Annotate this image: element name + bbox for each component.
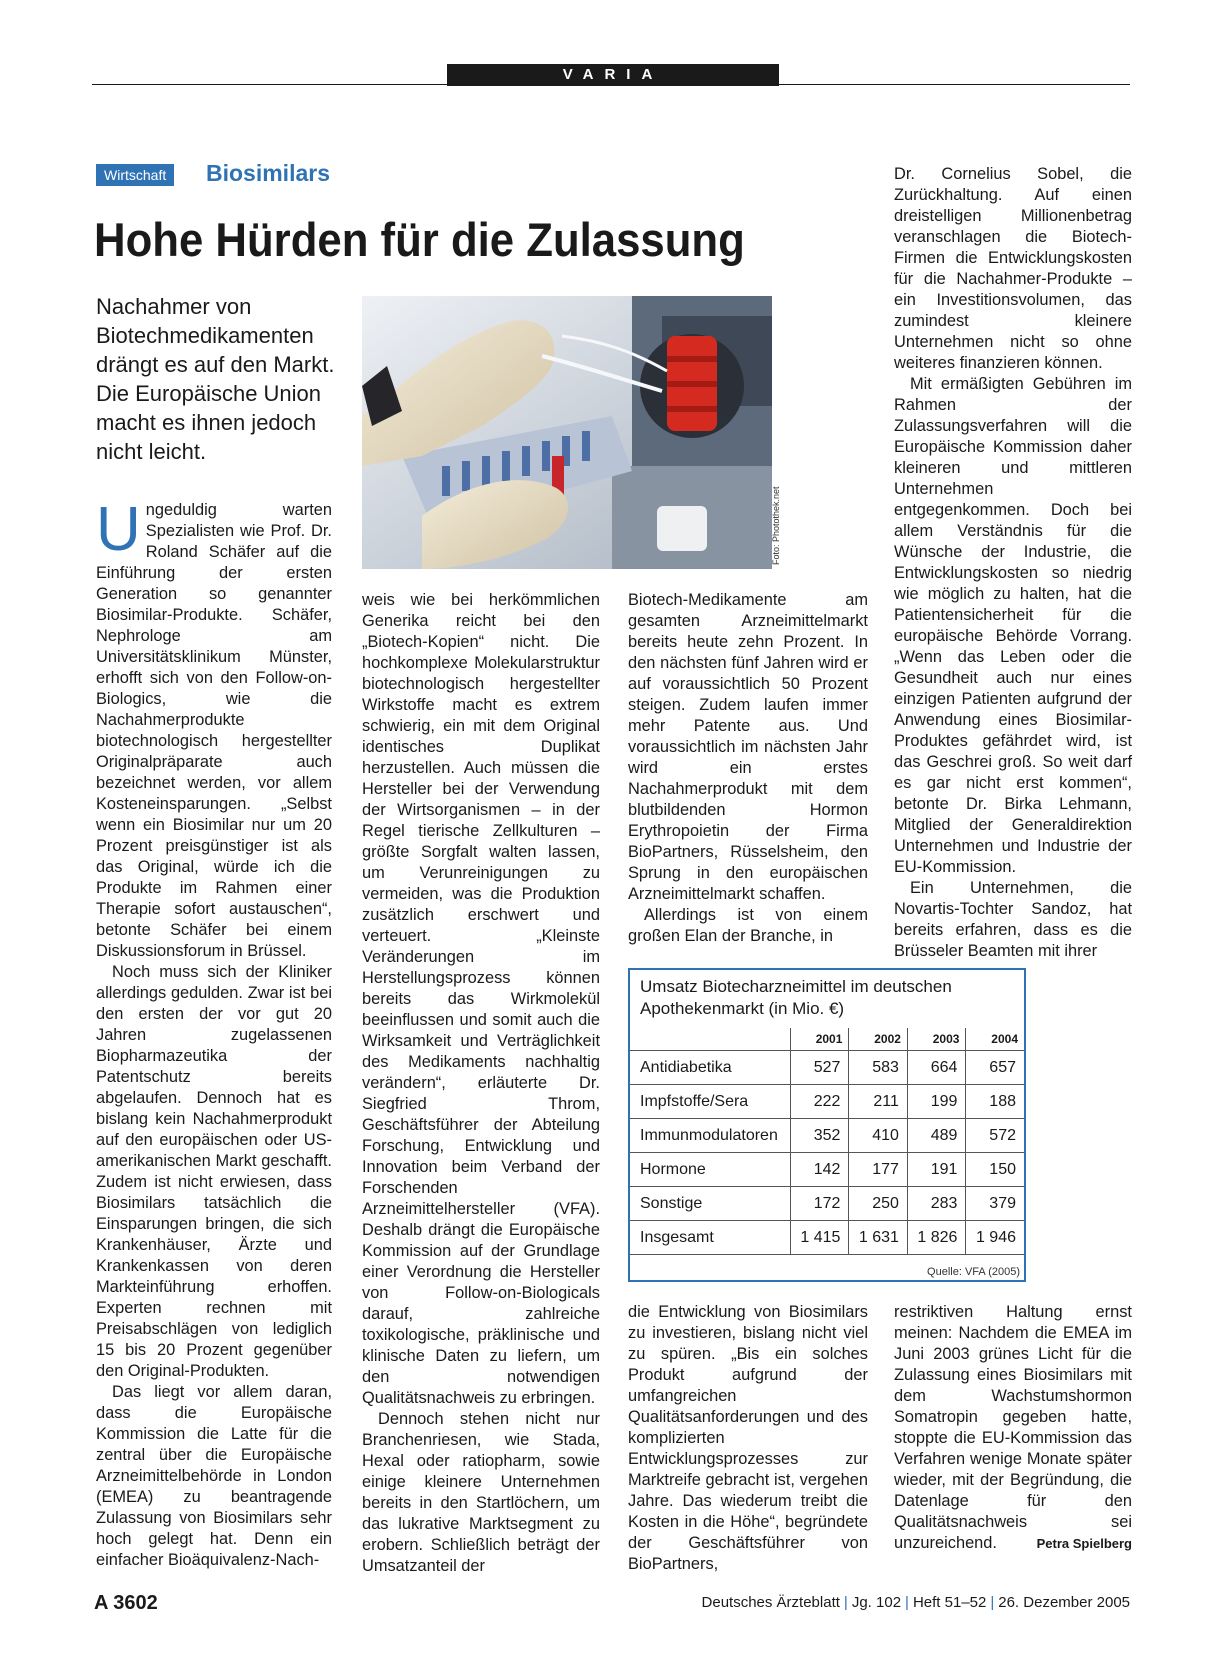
- table-row: [630, 1153, 1024, 1187]
- paragraph: Mit ermäßigten Gebühren im Rahmen der Zulassungsverfahren will die Europäische Kommission daher kleineren und mittleren Unternehmen entgegenkommen. Doch bei allem Verständnis für die Wünsche der Industrie, die Entwicklungskosten so niedrig wie möglich zu halten, hat die Patientensicherheit für die europäische Behörde Vorrang. „Wenn das Leben oder die Gesundheit auch nur eines einzigen Patienten aufgrund der Anwendung eines Biosimilar-Produktes gefährdet wird, ist das Geschrei groß. So weit darf es gar nicht erst kommen“, betonte Dr. Birka Lehmann, Mitglied der Generaldirektion Unternehmen und Industrie der EU-Kommission.: [894, 375, 1132, 876]
- paragraph: Allerdings ist von einem großen Elan der Branche, in: [628, 906, 868, 945]
- table-row: [630, 1085, 1024, 1119]
- year-header: 2001: [790, 1028, 849, 1051]
- separator: |: [843, 1594, 848, 1611]
- headline: Hohe Hürden für die Zulassung: [94, 213, 745, 266]
- journal-volume: Jg. 102: [851, 1594, 902, 1611]
- table-cell: 199: [907, 1085, 966, 1119]
- article-column-3: [628, 590, 868, 947]
- table-cell: 1 946: [966, 1221, 1024, 1255]
- rubric-label: Wirtschaft: [96, 164, 174, 186]
- separator: |: [905, 1594, 909, 1611]
- paragraph: Dennoch stehen nicht nur Branchenriesen, wie Stada, Hexal oder ratiopharm, sowie einige kleinere Unternehmen bereits in den Startlöchern, um das lukrative Marktsegment zu erobern. Schließlich beträgt der Umsatzanteil der: [362, 1410, 600, 1575]
- table-corner: [630, 1028, 790, 1051]
- paragraph: Ein Unternehmen, die Novartis-Tochter Sandoz, hat bereits erfahren, dass es die Brüsseler Beamten mit ihrer: [894, 879, 1132, 960]
- journal-date: 26. Dezember 2005: [998, 1594, 1130, 1611]
- sales-table: [630, 1028, 1024, 1255]
- row-label: Insgesamt: [630, 1221, 790, 1255]
- table-cell: 211: [849, 1085, 908, 1119]
- article-column-3-continued: [628, 1302, 868, 1575]
- row-label: Immunmodulatoren: [630, 1119, 790, 1153]
- row-label: Sonstige: [630, 1187, 790, 1221]
- rubric-topic: Biosimilars: [206, 160, 330, 186]
- paragraph: [894, 1302, 1132, 1554]
- paragraph: Noch muss sich der Kliniker allerdings gedulden. Zwar ist bei den ersten der vor gut 20 Jahren zugelassenen Biopharmazeutika der Patentschutz bereits abgelaufen. Dennoch hat es bislang kein Nachahmerprodukt auf den europäischen oder US-amerikanischen Markt geschafft. Zudem ist nicht erwiesen, dass Biosimilars tatsächlich die Einsparungen bringen, die sich Krankenhäuser, Ärzte und Krankenkassen von deren Markteinführung erhoffen. Experten rechnen mit Preisabschlägen von lediglich 15 bis 20 Prozent gegenüber den Original-Produkten.: [96, 963, 332, 1380]
- paragraph: die Entwicklung von Biosimilars zu investieren, bislang nicht viel zu spüren. „Bis ein solches Produkt aufgrund der umfangreichen Qualitätsanforderungen und des komplizierten Entwicklungsprozesses zur Marktreife gebracht ist, vergehen Jahre. Das wiederum treibt die Kosten in die Höhe“, begründete der Geschäftsführer von BioPartners,: [628, 1303, 868, 1573]
- year-header: 2004: [966, 1028, 1024, 1051]
- row-label: Antidiabetika: [630, 1051, 790, 1085]
- table-cell: 489: [907, 1119, 966, 1153]
- table-cell: 1 415: [790, 1221, 849, 1255]
- article-column-4-continued: [894, 1302, 1132, 1554]
- photo-credit: Foto: Photothek.net: [771, 486, 781, 565]
- table-cell: 142: [790, 1153, 849, 1187]
- paragraph-text: restriktiven Haltung ernst meinen: Nachdem die EMEA im Juni 2003 grünes Licht für die Zulassung eines Biosimilars mit dem Wachstumshormon Somatropin gegeben hatte, stoppte die EU-Kommission das Verfahren wenige Monate später wieder, mit der Begründung, die Datenlage für den Qualitätsnachweis sei unzureichend.: [894, 1303, 1132, 1552]
- paragraph: Biotech-Medikamente am gesamten Arzneimittelmarkt bereits heute zehn Prozent. In den nächsten fünf Jahren wird er auf voraussichtlich 50 Prozent steigen. Zudem laufen immer mehr Patente aus. Und voraussichtlich im nächsten Jahr wird ein erstes Nachahmerprodukt mit dem blutbildenden Hormon Erythropoietin der Firma BioPartners, Rüsselsheim, den Sprung in den europäischen Arzneimittelmarkt schaffen.: [628, 591, 868, 903]
- table-cell: 527: [790, 1051, 849, 1085]
- table-row-total: [630, 1221, 1024, 1255]
- table-source: Quelle: VFA (2005): [927, 1266, 1020, 1278]
- paragraph: [96, 495, 332, 962]
- table-title: Umsatz Biotecharzneimittel im deutschen Apothekenmarkt (in Mio. €): [640, 977, 952, 1018]
- page-number: A 3602: [94, 1592, 158, 1614]
- row-label: Hormone: [630, 1153, 790, 1187]
- table-cell: 379: [966, 1187, 1024, 1221]
- lab-photo-illustration: [362, 296, 772, 569]
- article-column-4: [894, 164, 1132, 962]
- table-cell: 283: [907, 1187, 966, 1221]
- table-cell: 191: [907, 1153, 966, 1187]
- lead-text: Nachahmer von Biotechmedikamenten drängt es auf den Markt. Die Europäische Union macht es ihnen jedoch nicht leicht.: [96, 294, 335, 464]
- table-cell: 172: [790, 1187, 849, 1221]
- journal-issue: Heft 51–52: [912, 1594, 987, 1611]
- table-row: [630, 1119, 1024, 1153]
- table-cell: 1 826: [907, 1221, 966, 1255]
- year-header: 2003: [907, 1028, 966, 1051]
- table-cell: 583: [849, 1051, 908, 1085]
- journal-name: Deutsches Ärzteblatt: [701, 1594, 840, 1611]
- table-cell: 664: [907, 1051, 966, 1085]
- table-cell: 352: [790, 1119, 849, 1153]
- paragraph: Dr. Cornelius Sobel, die Zurückhaltung. Auf einen dreistelligen Millionenbetrag veranschlagen die Biotech-Firmen die Entwicklungskosten für die Nachahmer-Produkte – ein Investitionsvolumen, das zumindest kleinere Unternehmen nicht so ohne weiteres finanzieren können.: [894, 165, 1132, 372]
- table-cell: 222: [790, 1085, 849, 1119]
- journal-footer: [690, 1594, 1130, 1611]
- table-cell: 150: [966, 1153, 1024, 1187]
- table-cell: 410: [849, 1119, 908, 1153]
- table-cell: 188: [966, 1085, 1024, 1119]
- row-label: Impfstoffe/Sera: [630, 1085, 790, 1119]
- sales-table-box: [628, 968, 1026, 1282]
- table-row: [630, 1051, 1024, 1085]
- article-photo: [362, 296, 772, 569]
- year-header: 2002: [849, 1028, 908, 1051]
- table-cell: 657: [966, 1051, 1024, 1085]
- table-cell: 1 631: [849, 1221, 908, 1255]
- paragraph-text: ngeduldig warten Spezialisten wie Prof. Dr. Roland Schäfer auf die Einführung der ersten Generation so genannter Biosimilar-Produkte. Schäfer, Nephrologe am Universitätsklinikum Münster, erhofft sich von den Follow-on-Biologics, wie die Nachahmerprodukte biotechnologisch hergestellter Originalpräparate auch bezeichnet werden, vor allem Kosteneinsparungen. „Selbst wenn ein Biosimilar nur um 20 Prozent preisgünstiger ist als das Original, würde ich die Produkte im Rahmen einer Therapie sofort austauschen“, betonte Schäfer bei einem Diskussionsforum in Brüssel.: [96, 501, 332, 960]
- table-cell: 177: [849, 1153, 908, 1187]
- paragraph: Das liegt vor allem daran, dass die Europäische Kommission die Latte für die zentral über die Europäische Arzneimittelbehörde in London (EMEA) zu beantragende Zulassung von Biosimilars sehr hoch gelegt hat. Denn ein einfacher Bioäquivalenz-Nach-: [96, 1383, 332, 1569]
- drop-cap: U: [96, 495, 141, 564]
- separator: |: [990, 1594, 995, 1611]
- article-column-1: [96, 495, 332, 1571]
- author-byline: Petra Spielberg: [1036, 1536, 1132, 1551]
- table-cell: 250: [849, 1187, 908, 1221]
- table-row: [630, 1187, 1024, 1221]
- table-cell: 572: [966, 1119, 1024, 1153]
- table-header-row: [630, 1028, 1024, 1051]
- section-header: VARIA: [447, 64, 779, 86]
- article-column-2: [362, 590, 600, 1577]
- paragraph: weis wie bei herkömmlichen Generika reicht bei den „Biotech-Kopien“ nicht. Die hochkomplexe Molekularstruktur biotechnologisch hergestellter Wirkstoffe macht es extrem schwierig, ein mit dem Original identisches Duplikat herzustellen. Auch müssen die Hersteller bei der Verwendung der Wirtsorganismen – in der Regel tierische Zellkulturen – größte Sorgfalt walten lassen, um Verunreinigungen zu vermeiden, was die Produktion zusätzlich erschwert und verteuert. „Kleinste Veränderungen im Herstellungsprozess können bereits das Wirkmolekül beeinflussen und somit auch die Wirksamkeit und Verträglichkeit des Medikaments nachhaltig verändern“, erläuterte Dr. Siegfried Throm, Geschäftsführer der Abteilung Forschung, Entwicklung und Innovation beim Verband der Forschenden Arzneimittelhersteller (VFA). Deshalb drängt die Europäische Kommission auf der Grundlage einer Verordnung die Hersteller von Follow-on-Biologicals darauf, zahlreiche toxikologische, präklinische und klinische Daten zu liefern, um den notwendigen Qualitätsnachweis zu erbringen.: [362, 591, 600, 1407]
